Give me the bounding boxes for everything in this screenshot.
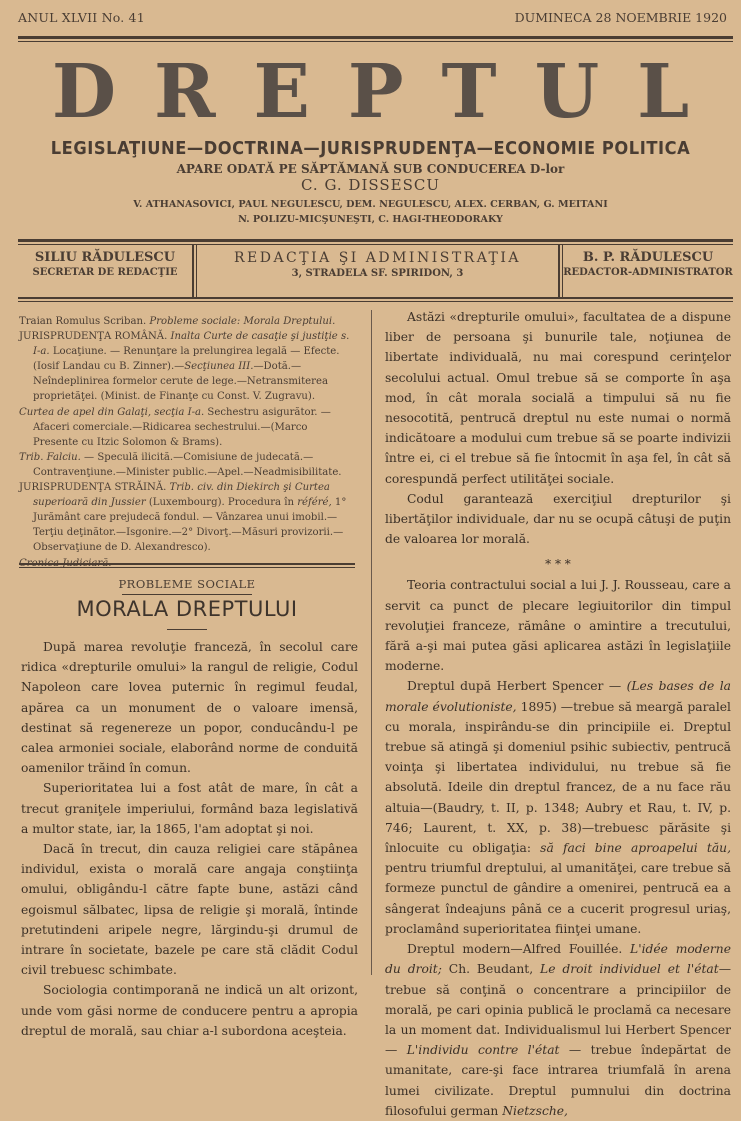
director-name: C. G. DISSESCU xyxy=(300,176,441,194)
secretary-box xyxy=(18,250,192,292)
summary-court: Trib. civ. din Diekirch şi Curtea superioară din Jussier xyxy=(33,482,330,509)
summary-author: Traian Romulus Scriban. xyxy=(19,316,150,327)
summary-text: — Speculă ilicită.—Comisiune de judecată.—Contravenţiune.—Minister public.—Apel.—Neadmisibilitate. xyxy=(33,451,342,478)
box-divider-right xyxy=(558,245,560,297)
box-bottom-rule-thin xyxy=(18,301,733,302)
cited-name: Nietzsche, xyxy=(502,1103,568,1118)
issue-number: ANUL XLVII No. 41 xyxy=(18,10,145,25)
summary xyxy=(19,314,355,571)
summary-section: JURISPRUDENŢA ROMÂNĂ. xyxy=(19,331,171,343)
editorial-office-title: REDACŢIA ŞI ADMINISTRAŢIA xyxy=(233,250,522,266)
summary-title: Probleme sociale: Morala Dreptului. xyxy=(149,316,336,327)
text-run: Ch. Beudant, xyxy=(441,962,541,977)
summary-item xyxy=(19,329,355,404)
text-run: Dreptul după Herbert Spencer — xyxy=(407,679,627,694)
summary-text: 1° Jurământ care prejudecă fondul. — Vânzarea unui imobil.—Terţiu deţinător.—Isgonire.—2° Divorţ.—Măsuri provizorii.—Observaţiune de D. Alexandresco). xyxy=(33,497,347,554)
article-column-2 xyxy=(385,307,731,1121)
article-title: MORALA DREPTULUI xyxy=(76,597,298,621)
box-top-rule-thin xyxy=(18,244,733,245)
text-run: pentru triumful dreptului, al umanităţei, care trebue să formeze punctul de gândire a omenirei, pentrucă ea a sângerat îndeajuns până ce a cucerit progresul uriaş, proclamând superioritatea fiinţei umane. xyxy=(385,861,731,936)
article-column-1 xyxy=(21,637,358,1041)
secretary-role: SECRETAR DE REDACŢIE xyxy=(32,267,178,278)
cited-work: (Les bases de la morale évolutioniste, xyxy=(385,679,731,714)
article-paragraph xyxy=(385,676,731,939)
summary-bottom-rule-thin xyxy=(19,567,355,568)
publication-note: APARE ODATĂ PE SĂPTĂMANĂ SUB CONDUCEREA D-lor xyxy=(176,162,565,176)
article-paragraph: Teoria contractului social a lui J. J. Rousseau, care a servit ca punct de plecare legiuitorilor din timpul revoluţiei franceze, rămâne o amintire a trecutului, fără a-şi mai putea găsi aplicarea astăzi în legislaţiile moderne. xyxy=(385,578,731,674)
summary-text: —Dotă.—Neîndeplinirea formelor cerute de lege.—Netransmiterea proprietăţei. (Minist. de Finanţe cu Const. V. Zugravu). xyxy=(33,361,328,403)
text-run: 1895) —trebue să meargă paralel cu morala, inspirându-se din principiile ei. Dreptul trebue să atingă şi domeniul psihic subiectiv, pentrucă voinţa şi libertatea individului, nu trebue să fie absolută. Ideile din dreptul francez, de a nu face rău altuia—(Baudry, t. II, p. 1348; Aubry et Rau, t. IV, p. 746; Laurent, t. XX, p. 38)—trebuesc părăsite şi înlocuite cu obligaţia: xyxy=(385,699,731,856)
summary-item xyxy=(19,450,355,480)
cited-work: L'idée moderne du droit; xyxy=(385,942,731,977)
summary-item xyxy=(19,480,355,555)
emphasis: să faci bine aproapelui tău, xyxy=(540,841,731,856)
summary-section: JURISPRUDENŢA STRĂINĂ. xyxy=(19,482,170,494)
collaborators-line-1: V. ATHANASOVICI, PAUL NEGULESCU, DEM. NEGULESCU, ALEX. CERBAN, G. MEITANI xyxy=(133,199,608,210)
section-heading: PROBLEME SOCIALE xyxy=(118,577,256,591)
editorial-office-address: 3, STRADELA SF. SPIRIDON, 3 xyxy=(291,268,464,279)
editorial-office-box xyxy=(197,250,558,292)
article-paragraph: După marea revoluţie franceză, în secolul care ridica «drepturile omului» la rangul de religie, Codul Napoleon care lovea puternic în regimul feudal, apărea ca un monument de o valoare imensă, destinat să regenereze un popor, conducându-l pe calea armoniei sociale, elaborând norme de conduită oamenilor trăind în comun. xyxy=(21,640,358,776)
text-run: Dreptul modern—Alfred Fouillée. xyxy=(407,942,631,957)
summary-court: Curtea de apel din Galaţi, secţia I-a. xyxy=(19,406,205,418)
article-paragraph: Superioritatea lui a fost atât de mare, în cât a trecut graniţele imperiului, formând baza legislativă a multor state, iar, la 1865, l'am adoptat şi noi. xyxy=(21,781,358,836)
summary-term: référé, xyxy=(297,497,332,509)
cited-work: L'individu contre l'état xyxy=(406,1043,560,1058)
box-bottom-rule xyxy=(18,297,733,299)
text-run: —trebue să conţină o concentrare a principiilor de morală, pe cari opinia publică le proclamă ca necesare la un moment dat. Individualismul lui Herbert Spencer — xyxy=(385,962,732,1058)
article-paragraph: Dacă în trecut, din cauza religiei care stăpânea individul, exista o morală care angaja conştiinţa omului, obligându-l către fapte bune, astăzi când egoismul sălbatec, lipsa de religie şi morală, întinde pretutindeni aripele negre, lărgindu-şi drumul de intrare în societate, bazele pe care stă clădit Codul civil trebuesc schimbate. xyxy=(21,842,358,978)
article-paragraph: Astăzi «drepturile omului», facultatea de a dispune liber de persoana şi bunurile tale, noţiunea de libertate individuală, nu mai corespund cerinţelor secolului actual. Omul trebue să se comporte în aşa mod, în cât morala socială a timpului să nu fie nesocotită, pentrucă dreptul nu este numai o normă indicătoare a modului cum trebue să se poarte indivizii între ei, ci el trebue să fie întocmit în aşa fel, în cât să corespundă perfect utilităţei sociale. xyxy=(385,310,731,486)
summary-text: Sechestru asigurător. — Afaceri comerciale.—Ridicarea sechestrului.—(Marco Presente cu Itzic Solomon & Brams). xyxy=(33,406,331,448)
column-divider xyxy=(371,310,372,975)
masthead-subtitle: LEGISLAŢIUNE—DOCTRINA—JURISPRUDENŢA—ECONOMIE POLITICA xyxy=(50,139,691,159)
secretary-name: SILIU RĂDULESCU xyxy=(34,250,176,265)
summary-court: Secţiunea III. xyxy=(184,361,254,373)
summary-court: Trib. Falciu. xyxy=(19,451,81,463)
top-rule-thin xyxy=(18,41,733,42)
issue-date: DUMINECA 28 NOEMBRIE 1920 xyxy=(514,10,727,25)
summary-text: Locaţiune. — Renunţare la prelungirea legală — Efecte. (Iosif Landau cu B. Zinner).— xyxy=(33,346,340,373)
title-underline xyxy=(167,629,207,630)
summary-item xyxy=(19,405,355,450)
text-run: — trebue îndepărtat de umanitate, care-şi face intrarea triumfală în arena lumei civilizate. Dreptul pumnului din doctrina filosofului german xyxy=(385,1043,731,1118)
section-break-asterisks: * * * xyxy=(545,557,571,572)
administrator-role: REDACTOR-ADMINISTRATOR xyxy=(563,267,733,278)
collaborators-line-2: N. POLIZU-MICŞUNEŞTI, C. HAGI-THEODORAKY xyxy=(238,214,503,225)
box-divider-left xyxy=(192,245,194,297)
administrator-name: B. P. RĂDULESCU xyxy=(582,250,714,265)
article-paragraph: Codul garantează exerciţiul drepturilor şi libertăţilor individuale, dar nu se ocupă câtuşi de puţin de valoarea lor morală. xyxy=(385,491,731,547)
summary-court: Inalta Curte de casaţie şi justiţie s. I-a. xyxy=(33,331,350,358)
article-paragraph: Sociologia contimporană ne indică un alt orizont, unde vom găsi norme de conducere pentru a apropia dreptul de morală, sau chiar a-l subordona aceşteia. xyxy=(21,983,358,1038)
summary-text: (Luxembourg). Procedura în xyxy=(145,497,298,509)
top-rule xyxy=(18,36,733,39)
masthead-title: DREPTUL xyxy=(51,49,728,135)
box-top-rule xyxy=(18,239,733,242)
cited-work: Le droit individuel et l'état xyxy=(540,962,719,977)
administrator-box xyxy=(563,250,733,292)
summary-item xyxy=(19,314,355,329)
section-underline xyxy=(122,594,252,595)
summary-bottom-rule xyxy=(19,563,355,565)
article-paragraph xyxy=(385,939,731,1121)
